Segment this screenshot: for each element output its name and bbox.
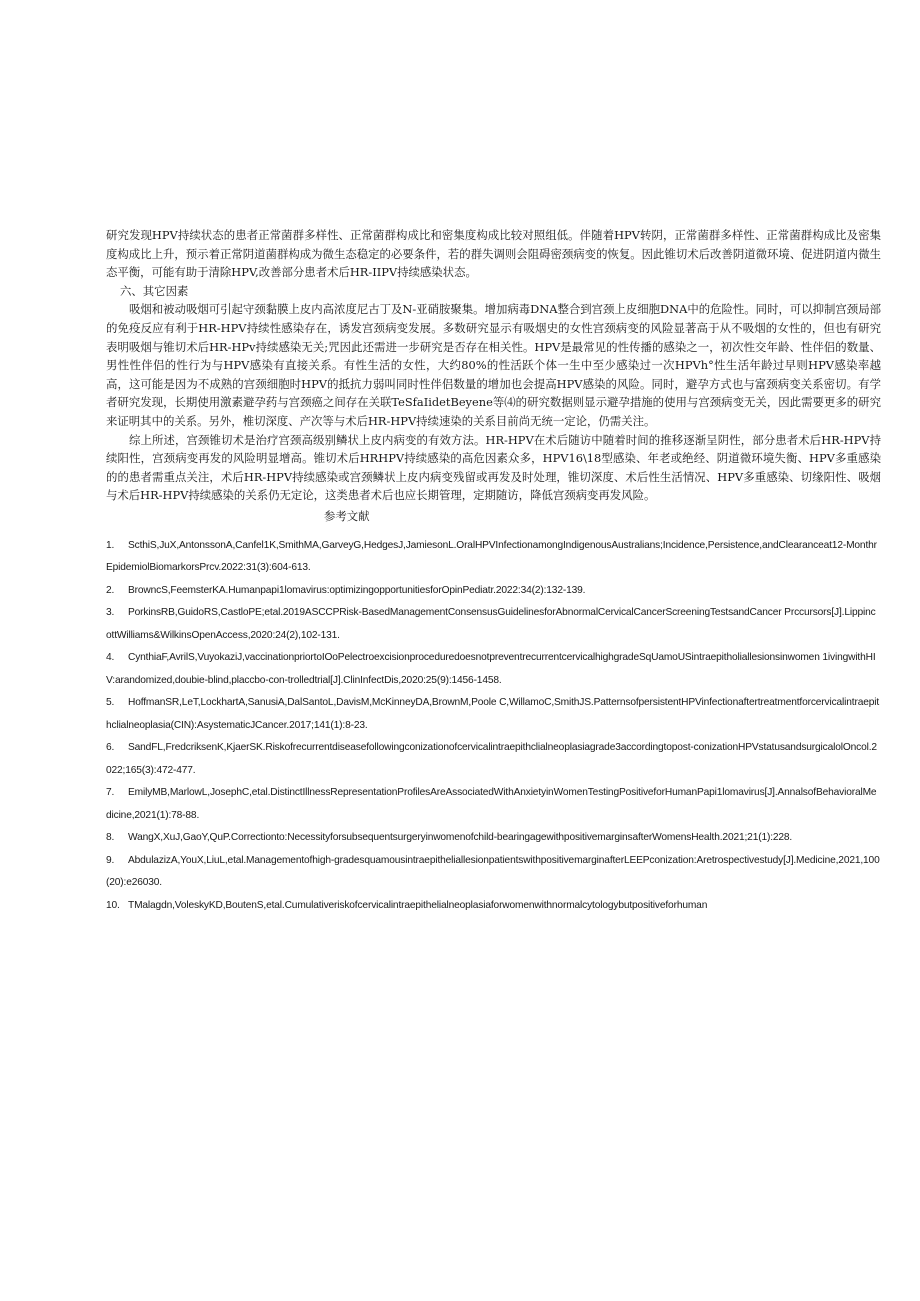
reference-text: TMalagdn,VoleskyKD,BoutenS,etal.Cumulativeriskofcervicalintraepithelialneoplasiaforwomenwithnormalcytologybutpositiveforhuman	[128, 899, 708, 911]
reference-number: 10.	[106, 899, 120, 911]
document-page	[106, 226, 881, 917]
reference-number: 1.	[106, 539, 115, 551]
reference-item	[106, 827, 881, 850]
reference-number: 2.	[106, 584, 115, 596]
section-heading-other-factors: 六、其它因素	[120, 283, 189, 298]
reference-text: PorkinsRB,GuidoRS,CastloPE;etal.2019ASCCPRisk-BasedManagementConsensusGuidelinesforAbnormalCervicalCancerScreeningTestsandCancer Prccursors[J].LippincottWilliams&WilkinsOpenAccess,2020:24(2),102-131.	[106, 607, 876, 641]
reference-text: AbdulazizA,YouX,LiuL,etal.Managementofhigh-gradesquamousintraepitheliallesionpatientswithpositivemarginafterLEEPconization:Aretrospectivestudy[J].Medicine,2021,100(20):e26030.	[106, 854, 880, 889]
reference-number: 5.	[106, 697, 115, 709]
reference-item	[106, 535, 881, 580]
reference-item	[106, 692, 881, 737]
reference-text: BrowncS,FeemsterKA.Humanpapi1lomavirus:optimizingopportunitiesforOpinPediatr.2022:34(2):132-139.	[128, 584, 586, 596]
reference-number: 7.	[106, 787, 115, 799]
reference-item	[106, 647, 881, 692]
reference-item	[106, 737, 881, 782]
reference-text: HoffmanSR,LeT,LockhartA,SanusiA,DalSantoL,DavisM,McKinneyDA,BrownM,Poole C,WillamoC,SmithJS.PatternsofpersistentHPVinfectionaftertreatmentforcervicalintraepithclialneoplasia(CIN):AsystematicJCancer.2017;141(1):8-23.	[106, 697, 880, 731]
paragraph-other-factors: 吸烟和被动吸烟可引起守颈黏膜上皮内高浓度尼古丁及N-亚硝胺聚集。增加病毒DNA整合到宫颈上皮细胞DNA中的危险性。同时，可以抑制宫颈局部的免疫反应有利于HR-HPV持续性感染存在，诱发宫颈病变发展。多数研究显示有吸烟史的女性宫颈病变的风险显著高于从不吸烟的女性的，但也有研究表明吸烟与锥切术后HR-HPv持续感染无关;咒因此还需进一步研究是否存在相关性。HPV是最常见的性传播的感染之一，初次性交年龄、性伴侣的数量、男性性伴侣的性行为与HPV感染有直接关系。有性生活的女性，大约80%的性活跃个体一生中至少感染过一次HPVh°性生活年龄过早则HPV感染率越高，这可能是因为不成熟的宫颈细胞时HPV的抵抗力弱叫同时性伴侣数量的增加也会提高HPV感染的风险。同时，避孕方式也与富颈病变关系密切。有学者研究发现，长期使用激素避孕药与宫颈癌之间存在关联TeSfaIidetBeyene等⑷的研究数据则显示避孕措施的使用与宫颈病变无关，因此需要更多的研究来证明其中的关系。另外，椎切深度、产次等与术后HR-HPV持续速染的关系目前尚无统一定论，仍需关注。	[106, 302, 881, 428]
paragraph-microbiome: 研究发现HPV持续状态的患者正常菌群多样性、正常菌群构成比和密集度构成比较对照组低。伴随着HPV转阴，正常菌群多样性、正常菌群构成比及密集度构成比上升，预示着正常阴道菌群构成为微生态稳定的必要条件，若的群失调则会阻碍密颈病变的恢复。因此锥切术后改善阴道微环境、促进阴道内微生态平衡，可能有助于清除HPV,改善部分患者术后HR-IIPV持续感染状态。	[106, 228, 881, 280]
references-title: 参考文献	[324, 508, 370, 523]
reference-text: ScthiS,JuX,AntonssonA,Canfel1K,SmithMA,GarveyG,HedgesJ,JamiesonL.OralHPVInfectionamongIndigenousAustralians;Incidence,Persistence,andClearanceat12-MonthrEpidemiolBiomarkorsPrcv.2022:31(3):604-613.	[106, 539, 877, 574]
reference-number: 9.	[106, 854, 115, 866]
reference-number: 8.	[106, 832, 115, 844]
reference-item	[106, 580, 881, 603]
reference-number: 6.	[106, 742, 115, 754]
reference-text: WangX,XuJ,GaoY,QuP.Correctionto:Necessityforsubsequentsurgeryinwomenofchild-bearingagewithpositivemarginsafterWomensHealth.2021;21(1):228.	[128, 832, 793, 844]
reference-item	[106, 850, 881, 895]
reference-item	[106, 602, 881, 647]
reference-number: 3.	[106, 607, 115, 619]
reference-number: 4.	[106, 652, 115, 664]
reference-text: EmilyMB,MarlowL,JosephC,etal.DistinctIllnessRepresentationProfilesAreAssociatedWithAnxietyinWomenTestingPositiveforHumanPapi1lomavirus[J].AnnalsofBehavioralMedicine,2021(1):78-88.	[106, 787, 877, 821]
reference-text: CynthiaF,AvrilS,VuyokaziJ,vaccinationpriortoIOoPelectroexcisionproceduredoesnotpreventrecurrentcervicalhighgradeSqUamoUSintraepitholiallesionsinwomen 1ivingwithHIV:arandomized,doubie-blind,placcbo-con-trolledtrial[J].ClinInfectDis,2020:25(9):1456-1458.	[106, 652, 876, 686]
reference-list	[106, 535, 881, 918]
paragraph-summary: 综上所述，宫颈锥切术是治疗宫颈高级别鳞状上皮内病变的有效方法。HR-HPV在术后随访中随着时间的推移逐渐呈阴性，部分患者术后HR-HPV持续阳性，宫颈病变再发的风险明显增高。锥切术后HRHPV持续感染的高危因素众多，HPV16\18型感染、年老或绝经、阴道微环境失衡、HPV多重感染的的患者需重点关注，术后HR-HPV持续感染或宫颈鳞状上皮内病变残留或再发及时处理，锥切深度、术后性生活情况、HPV多重感染、切缘阳性、吸烟与术后HR-HPV持续感染的关系仍无定论，这类患者术后也应长期管理，定期随访，降低宫颈病变再发风险。	[106, 432, 881, 503]
reference-item	[106, 895, 881, 918]
reference-text: SandFL,FredcriksenK,KjaerSK.Riskofrecurrentdiseasefollowingconizationofcervicalintraepithclialneoplasiagrade3accordingtopost-conizationHPVstatusandsurgicalolOncol.2022;165(3):472-477.	[106, 742, 877, 776]
reference-item	[106, 782, 881, 827]
